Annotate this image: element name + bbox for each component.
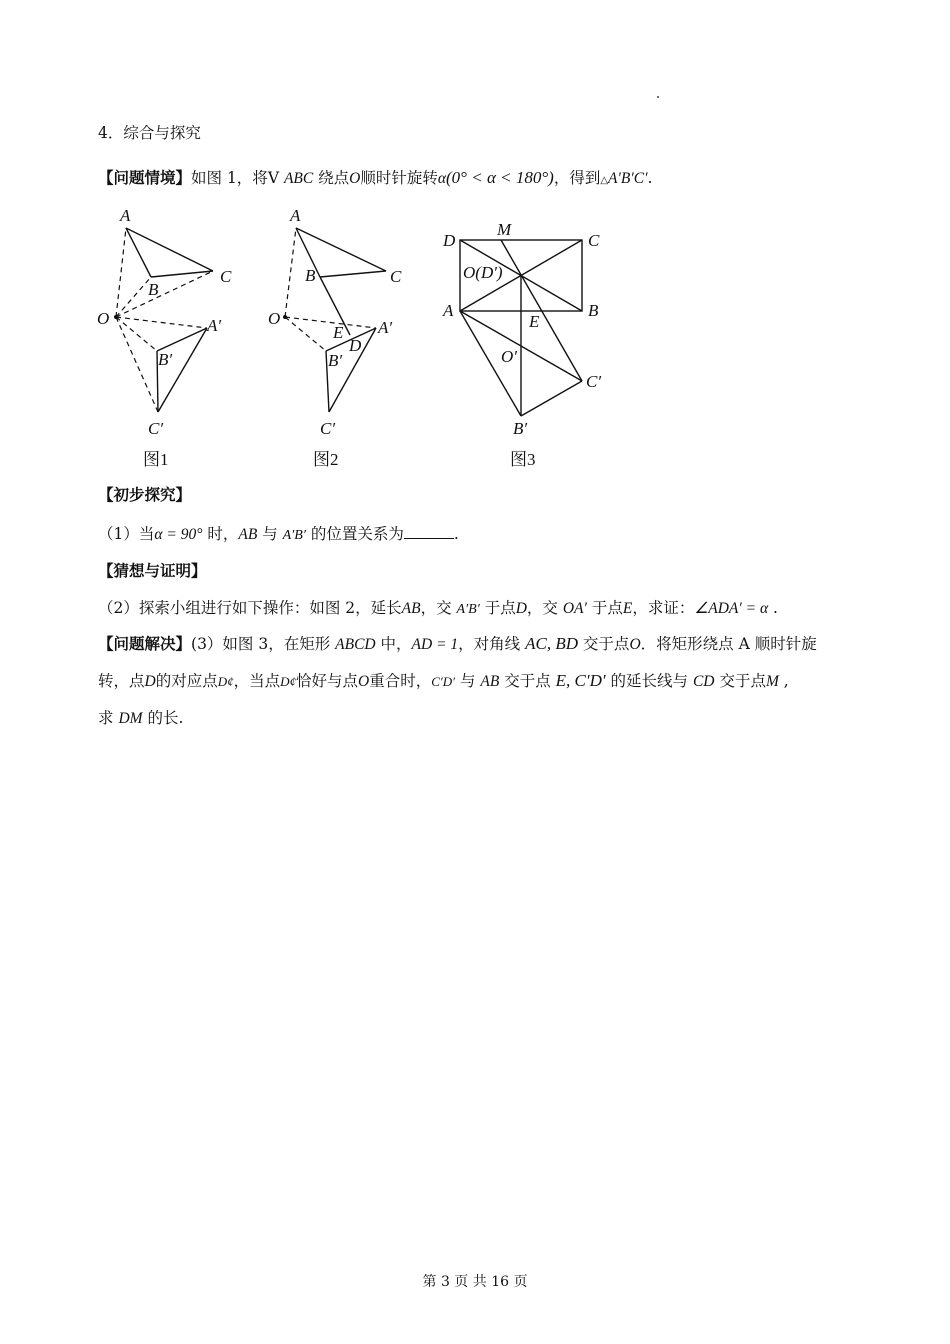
fig2-label-o: O [268, 309, 281, 328]
fig3-label-e: E [529, 312, 540, 331]
fig2-label-a: A [290, 206, 301, 225]
answer-blank[interactable] [404, 524, 454, 539]
point-o: O [349, 170, 361, 187]
q3-text-l2i: 交于点 [714, 672, 766, 690]
fig1-label-a-prime: A′ [207, 316, 222, 335]
q3-text-3: ，对角线 [458, 635, 526, 653]
q3-text-l2g: 交于点 [499, 672, 556, 690]
solve-label: 【问题解决】 [98, 634, 192, 653]
q2-text-4: ，交 [526, 599, 563, 617]
q3-point-o: O [629, 636, 641, 653]
fig1-label-a: A [120, 206, 131, 225]
q2-text-2: ，交 [420, 599, 457, 617]
page-footer: 第 3 页 共 16 页 [422, 1274, 528, 1290]
q1-condition: α = 90° [154, 526, 203, 543]
q3-text-1: (3）如图 3，在矩形 [191, 635, 336, 653]
figure-1 [97, 206, 232, 469]
q3-text-l2a: 转，点 [98, 672, 145, 690]
question-3-line-3 [98, 707, 183, 730]
q3-text-l2j: , [778, 672, 789, 690]
fig2-label-a-prime: A′ [378, 318, 393, 337]
fig3-caption: 图3 [510, 450, 536, 469]
q3-text-l2d: 恰好与点 [296, 672, 359, 690]
context-label: 【问题情境】 [98, 168, 192, 187]
context-text-3: 顺时针旋转 [360, 169, 438, 187]
q3-segment-ab: AB [480, 673, 500, 690]
q3-point-m: M [765, 673, 779, 690]
q3-rect-abcd: ABCD [335, 636, 376, 653]
fig1-label-b: B [148, 280, 159, 299]
q2-segment-ab-prime: A′B′ [456, 602, 480, 617]
q2-text-6: ，求证： [632, 599, 695, 617]
fig1-label-c-prime: C′ [148, 419, 164, 438]
q1-suffix: 的位置关系为 [305, 525, 404, 543]
q3-text-l2c: ，当点 [233, 672, 281, 690]
explore-label: 【初步探究】 [98, 485, 192, 504]
q2-angle-claim: ∠ADA′ = α [694, 600, 769, 617]
q2-segment-oa-prime: OA′ [562, 600, 587, 617]
q1-with: 与 [257, 525, 283, 543]
q3-text-l2h: 的延长线与 [605, 672, 693, 690]
fig3-label-o-d-prime: O(D′) [463, 263, 503, 282]
fig3-label-m: M [497, 220, 512, 239]
q3-segment-cd: CD [692, 673, 715, 690]
fig3-label-b-prime: B′ [513, 419, 528, 438]
q3-ad-length: AD = 1 [411, 636, 459, 653]
q3-point-d-prime-2: D¢ [280, 674, 297, 689]
fig1-caption: 图1 [143, 450, 169, 469]
q2-point-d: D [515, 600, 527, 617]
q1-segment-ab-prime: A′B′ [282, 528, 306, 543]
fig1-label-o: O [97, 309, 110, 328]
fig2-caption: 图2 [313, 450, 339, 469]
q2-text-3: 于点 [479, 599, 516, 617]
fig1-label-c: C [220, 267, 232, 286]
q3-text-5: ．将矩形绕点 A 顺时针旋 [640, 635, 817, 653]
q2-segment-ab: AB [401, 600, 421, 617]
q3-text-4: 交于点 [578, 635, 630, 653]
fig3-label-c-prime: C′ [586, 372, 602, 391]
q3-segment-cd-prime: C′D′ [431, 674, 456, 689]
triangle-symbol: V [267, 169, 284, 187]
q3-point-d-prime: D¢ [217, 674, 234, 689]
problem-context [98, 167, 652, 192]
fig2-label-c: C [390, 267, 402, 286]
stray-dot [657, 96, 659, 98]
fig2-label-b: B [305, 266, 316, 285]
fig2-label-c-prime: C′ [320, 419, 336, 438]
q2-point-e: E [622, 600, 633, 617]
context-text-4: ，得到 [553, 169, 601, 187]
question-2 [98, 597, 778, 621]
figure-3 [442, 220, 601, 469]
fig3-label-d: D [443, 231, 456, 250]
figure-2 [268, 206, 402, 469]
question-3-line-1 [98, 633, 817, 656]
q3-text-l3a: 求 [98, 709, 119, 727]
fig2-label-b-prime: B′ [328, 351, 343, 370]
q1-mid: 时， [202, 525, 239, 543]
q3-diagonals: AC, BD [525, 634, 578, 653]
q3-text-l2f: 与 [455, 672, 481, 690]
figures-area [0, 195, 950, 485]
q3-point-o-2: O [358, 673, 370, 690]
q1-segment-ab: AB [238, 526, 258, 543]
fig3-label-o-prime: O′ [501, 347, 517, 366]
conjecture-label: 【猜想与证明】 [98, 561, 207, 580]
triangle-symbol-2: △ [600, 175, 609, 186]
alpha-range: (0° < α < 180°) [446, 168, 554, 187]
triangle-abc: ABC [283, 170, 314, 187]
fig3-label-a: A [443, 301, 454, 320]
q3-point-d: D [144, 673, 156, 690]
triangle-abc-prime: A′B′C′ [608, 170, 648, 187]
fig2-label-d: D [349, 336, 362, 355]
question-number-title: 4．综合与探究 [98, 124, 201, 142]
q1-prefix: （1）当 [98, 525, 155, 543]
question-1 [98, 523, 459, 547]
context-end: . [647, 169, 653, 187]
q3-text-l3b: 的长. [142, 709, 184, 727]
q3-e-cd-prime: E, C′D′ [555, 671, 606, 690]
q2-end: . [768, 599, 778, 617]
q2-text-5: 于点 [586, 599, 623, 617]
q3-text-2: 中， [375, 635, 412, 653]
q2-text-1: （2）探索小组进行如下操作：如图 2，延长 [98, 599, 402, 617]
fig2-label-e: E [333, 323, 344, 342]
fig3-label-c: C [588, 231, 600, 250]
q3-text-l2b: 的对应点 [155, 672, 218, 690]
q1-end: . [453, 525, 459, 543]
context-text-2: 绕点 [313, 169, 350, 187]
q3-segment-dm: DM [118, 710, 143, 727]
fig1-label-b-prime: B′ [158, 350, 173, 369]
context-text-1: 如图 1，将 [191, 169, 268, 187]
q3-text-l2e: 重合时， [369, 672, 432, 690]
fig3-label-b: B [588, 301, 599, 320]
angle-alpha: α [437, 170, 447, 187]
question-3-line-2 [98, 670, 789, 693]
